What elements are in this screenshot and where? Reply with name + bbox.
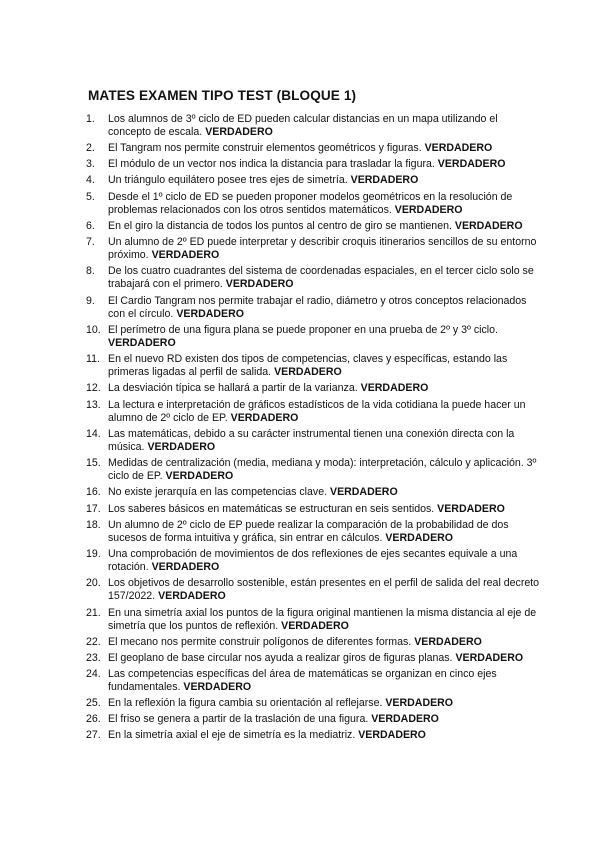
question-answer: VERDADERO (330, 486, 398, 499)
question-number: 7. (86, 235, 95, 248)
question-number: 9. (86, 294, 95, 307)
question-answer: VERDADERO (358, 729, 426, 742)
question-item (88, 713, 540, 726)
question-answer: VERDADERO (151, 249, 220, 262)
question-answer: VERDADERO (108, 337, 176, 350)
question-text: Las matemáticas, debido a su carácter instrumental tienen una conexión directa con la música. (108, 427, 515, 454)
question-answer: VERDADERO (394, 203, 463, 216)
question-answer: VERDADERO (165, 470, 234, 483)
question-text: La desviación típica se hallará a partir de la varianza. (108, 382, 361, 395)
question-text: En el nuevo RD existen dos tipos de competencias, claves y específicas, estando las primeras ligadas al perfil de salida. (108, 353, 508, 379)
question-number: 20. (86, 577, 101, 590)
question-text: Los alumnos de 3º ciclo de ED pueden calcular distancias en un mapa utilizando el concepto de escala. (108, 113, 498, 139)
question-text: En la simetría axial el eje de simetría es la mediatriz. (108, 729, 359, 742)
question-item (88, 519, 540, 545)
question-item (88, 399, 540, 425)
question-number: 26. (86, 713, 101, 726)
question-item (88, 486, 540, 499)
question-text: De los cuatro cuadrantes del sistema de coordenadas espaciales, en el tercer ciclo solo se trabajará con el primero. (108, 265, 534, 291)
question-item (88, 220, 540, 233)
question-text: En el giro la distancia de todos los puntos al centro de giro se mantienen. (108, 219, 455, 232)
question-text: Un alumno de 2º ED puede interpretar y describir croquis itinerarios sencillos de su entorno próximo. (108, 235, 537, 262)
question-item (88, 636, 540, 649)
question-number: 19. (86, 547, 101, 560)
question-item (88, 236, 540, 262)
question-text: Desde el 1º ciclo de ED se pueden proponer modelos geométricos en la resolución de problemas relacionados con los otros sentidos matemáticos. (108, 190, 513, 216)
question-text: Medidas de centralización (media, mediana y moda): interpretación, cálculo y aplicación. 3º ciclo de EP. (108, 457, 537, 483)
question-text: El geoplano de base circular nos ayuda a realizar giros de figuras planas. (108, 651, 456, 664)
question-item (88, 382, 540, 395)
question-number: 5. (86, 190, 95, 203)
question-text: En una simetría axial los puntos de la figura original mantienen la misma distancia al eje de simetría que los puntos de reflexión. (108, 606, 537, 632)
question-item (88, 652, 540, 665)
question-item (88, 113, 540, 139)
question-number: 2. (86, 142, 95, 155)
question-text: Las competencias específicas del área de matemáticas se organizan en cinco ejes fundamentales. (108, 668, 497, 694)
question-number: 6. (86, 219, 95, 232)
question-item (88, 324, 540, 350)
question-answer: VERDADERO (281, 619, 349, 632)
question-item (88, 353, 540, 379)
question-text: No existe jerarquía en las competencias clave. (108, 486, 330, 499)
question-item (88, 729, 540, 742)
question-number: 18. (86, 518, 101, 531)
question-answer: VERDADERO (371, 713, 439, 726)
question-answer: VERDADERO (437, 158, 506, 171)
question-number: 21. (86, 606, 101, 619)
question-text: Los objetivos de desarrollo sostenible, están presentes en el perfil de salida del real decreto 157/2022. (108, 577, 540, 603)
question-item (88, 158, 540, 171)
question-number: 12. (86, 382, 101, 395)
question-text: En la reflexión la figura cambia su orientación al reflejarse. (108, 697, 386, 710)
question-answer: VERDADERO (385, 531, 454, 544)
question-item (88, 668, 540, 694)
question-number: 22. (86, 635, 101, 648)
question-number: 3. (86, 158, 95, 171)
question-item (88, 503, 540, 516)
question-item (88, 265, 540, 291)
question-item (88, 457, 540, 483)
question-answer: VERDADERO (424, 142, 493, 155)
question-answer: VERDADERO (176, 307, 245, 320)
question-answer: VERDADERO (437, 502, 505, 515)
question-item (88, 191, 540, 217)
question-answer: VERDADERO (225, 278, 294, 291)
question-number: 10. (86, 323, 101, 336)
question-text: Los saberes básicos en matemáticas se estructuran en seis sentidos. (108, 502, 438, 515)
question-number: 25. (86, 697, 101, 710)
question-number: 1. (86, 113, 95, 125)
question-answer: VERDADERO (414, 635, 482, 648)
question-answer: VERDADERO (385, 697, 454, 710)
question-text: El módulo de un vector nos indica la distancia para trasladar la figura. (108, 158, 438, 171)
question-answer: VERDADERO (183, 681, 252, 694)
question-answer: VERDADERO (147, 441, 216, 454)
question-item (88, 174, 540, 187)
question-answer: VERDADERO (151, 561, 220, 574)
question-answer: VERDADERO (158, 590, 226, 603)
question-item (88, 428, 540, 454)
question-item (88, 548, 540, 574)
question-answer: VERDADERO (274, 366, 342, 379)
question-text: La lectura e interpretación de gráficos estadísticos de la vida cotidiana la puede hacer un alumno de 2º ciclo de EP. (108, 398, 526, 424)
question-number: 27. (86, 729, 101, 742)
question-text: El perímetro de una figura plana se puede proponer en una prueba de 2º y 3º ciclo. (108, 323, 498, 336)
question-item (88, 607, 540, 633)
question-number: 23. (86, 651, 101, 664)
question-number: 15. (86, 457, 101, 470)
question-number: 16. (86, 486, 101, 499)
question-text: El mecano nos permite construir polígonos de diferentes formas. (108, 635, 415, 648)
question-item (88, 295, 540, 321)
question-text: Una comprobación de movimientos de dos reflexiones de ejes secantes equivale a una rotación. (108, 547, 518, 574)
question-item (88, 577, 540, 603)
question-item (88, 142, 540, 155)
question-list (88, 113, 540, 743)
document-title: MATES EXAMEN TIPO TEST (BLOQUE 1) (88, 88, 357, 103)
question-number: 14. (86, 427, 101, 440)
question-text: Un alumno de 2º ciclo de EP puede realizar la comparación de la probabilidad de dos sucesos de forma intuitiva y gráfica, sin entrar en cálculos. (108, 518, 509, 544)
question-answer: VERDADERO (454, 219, 523, 232)
question-answer: VERDADERO (455, 651, 524, 664)
question-text: El Cardio Tangram nos permite trabajar el radio, diámetro y otros conceptos relacionados con el círculo. (108, 294, 527, 320)
question-answer: VERDADERO (360, 382, 429, 395)
question-number: 24. (86, 668, 101, 680)
question-text: El Tangram nos permite construir elementos geométricos y figuras. (108, 142, 425, 155)
question-number: 8. (86, 265, 95, 278)
question-number: 11. (86, 353, 100, 366)
question-number: 4. (86, 174, 95, 187)
question-text: El friso se genera a partir de la traslación de una figura. (108, 713, 372, 726)
question-answer: VERDADERO (350, 174, 419, 187)
question-answer: VERDADERO (230, 411, 299, 424)
question-text: Un triángulo equilátero posee tres ejes de simetría. (108, 174, 351, 187)
question-number: 17. (86, 502, 101, 515)
question-item (88, 697, 540, 710)
question-number: 13. (86, 398, 101, 411)
question-answer: VERDADERO (205, 126, 273, 139)
